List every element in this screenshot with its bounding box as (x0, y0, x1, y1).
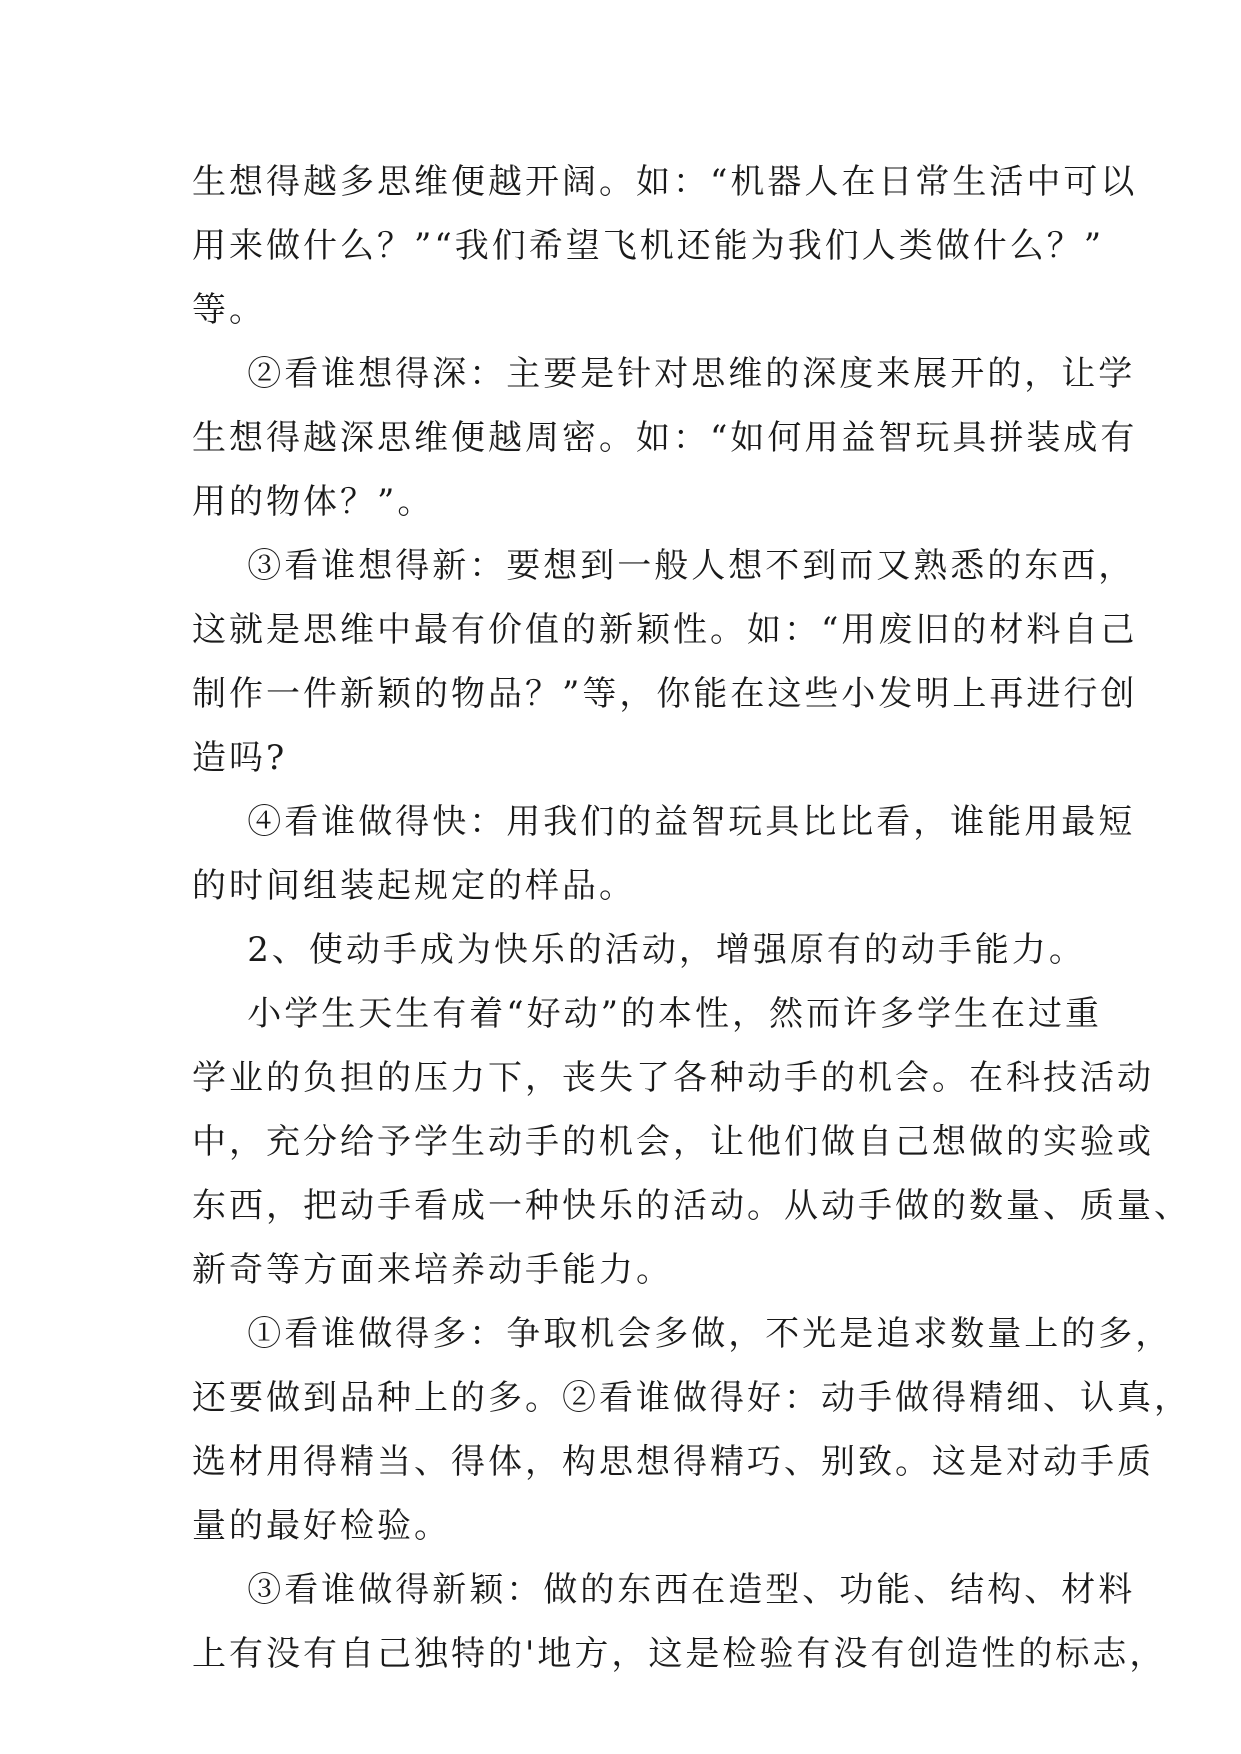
text-line: 量的最好检验。 (192, 1506, 451, 1546)
text-line: 小学生天生有着“好动”的本性，然而许多学生在过重 (192, 994, 1102, 1034)
text-line: 用的物体？”。 (192, 482, 435, 522)
text-line: ③看谁想得新：要想到一般人想不到而又熟悉的东西， (192, 546, 1136, 586)
document-body (192, 150, 1191, 1686)
text-line: 上有没有自己独特的'地方，这是检验有没有创造性的标志， (192, 1634, 1167, 1674)
text-line: 等。 (192, 290, 266, 330)
text-line: ④看谁做得快：用我们的益智玩具比比看，谁能用最短 (192, 802, 1136, 842)
text-line: 2、使动手成为快乐的活动，增强原有的动手能力。 (192, 930, 1086, 970)
text-line: ②看谁想得深：主要是针对思维的深度来展开的，让学 (192, 354, 1136, 394)
text-line: 生想得越深思维便越周密。如：“如何用益智玩具拼装成有 (192, 418, 1138, 458)
text-line: 用来做什么？”“我们希望飞机还能为我们人类做什么？” (192, 226, 1105, 266)
text-line: 这就是思维中最有价值的新颖性。如：“用废旧的材料自己 (192, 610, 1138, 650)
text-line: ③看谁做得新颖：做的东西在造型、功能、结构、材料 (192, 1570, 1136, 1610)
text-line: 新奇等方面来培养动手能力。 (192, 1250, 673, 1290)
text-line: 制作一件新颖的物品？”等，你能在这些小发明上再进行创 (192, 674, 1138, 714)
text-line: 的时间组装起规定的样品。 (192, 866, 636, 906)
text-line: 造吗? (192, 738, 288, 778)
text-line: 生想得越多思维便越开阔。如：“机器人在日常生活中可以 (192, 162, 1138, 202)
text-line: 选材用得精当、得体，构思想得精巧、别致。这是对动手质 (192, 1442, 1154, 1482)
text-line: ①看谁做得多：争取机会多做，不光是追求数量上的多， (192, 1314, 1173, 1354)
text-line: 学业的负担的压力下，丧失了各种动手的机会。在科技活动 (192, 1058, 1154, 1098)
text-line: 中，充分给予学生动手的机会，让他们做自己想做的实验或 (192, 1122, 1154, 1162)
text-line: 东西，把动手看成一种快乐的活动。从动手做的数量、质量、 (192, 1186, 1191, 1226)
text-line: 还要做到品种上的多。②看谁做得好：动手做得精细、认真， (192, 1378, 1191, 1418)
